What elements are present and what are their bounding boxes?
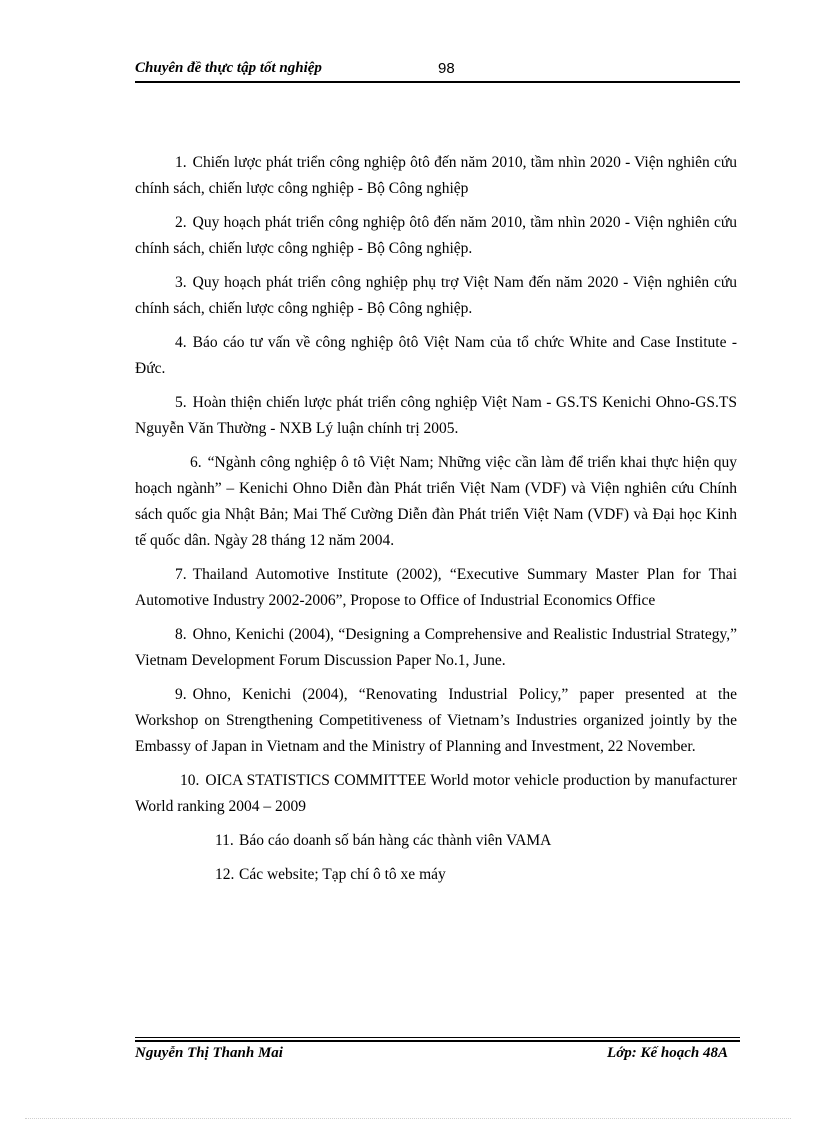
page-bottom-edge [25,1118,791,1119]
footer-rule [135,1037,740,1038]
page-footer [135,1037,740,1067]
footer-rule [135,1040,740,1042]
reference-item: 11. Báo cáo doanh số bán hàng các thành viên VAMA [215,832,552,849]
reference-item: 3. Quy hoạch phát triển công nghiệp phụ trợ Việt Nam đến năm 2020 - Viện nghiên cứu chính sách, chiến lược công nghiệp - Bộ Công nghiệp. [135,274,737,317]
reference-item: 9. Ohno, Kenichi (2004), “Renovating Industrial Policy,” paper presented at the Workshop on Strengthening Competitiveness of Vietnam’s Industries organized jointly by the Embassy of Japan in Vietnam and the Ministry of Planning and Investment, 22 November. [135,686,737,755]
reference-item: 1. Chiến lược phát triển công nghiệp ôtô đến năm 2010, tầm nhìn 2020 - Viện nghiên cứu chính sách, chiến lược công nghiệp - Bộ Công nghiệp [135,154,737,197]
reference-list [135,150,737,896]
header-rule [135,81,740,83]
reference-item: 8. Ohno, Kenichi (2004), “Designing a Comprehensive and Realistic Industrial Strategy,” Vietnam Development Forum Discussion Paper No.1, June. [135,626,737,669]
reference-item: 10. OICA STATISTICS COMMITTEE World motor vehicle production by manufacturer World ranking 2004 – 2009 [135,772,737,815]
header-title: Chuyên đề thực tập tốt nghiệp [135,60,322,76]
reference-item: 4. Báo cáo tư vấn về công nghiệp ôtô Việt Nam của tổ chức White and Case Institute - Đức. [135,334,737,377]
reference-item: 12. Các website; Tạp chí ô tô xe máy [215,866,446,883]
footer-author: Nguyễn Thị Thanh Mai [135,1045,283,1061]
reference-item: 7. Thailand Automotive Institute (2002), “Executive Summary Master Plan for Thai Automotive Industry 2002-2006”, Propose to Office of Industrial Economics Office [135,566,737,609]
reference-item: 2. Quy hoạch phát triển công nghiệp ôtô đến năm 2010, tầm nhìn 2020 - Viện nghiên cứu chính sách, chiến lược công nghiệp - Bộ Công nghiệp. [135,214,737,257]
footer-class: Lớp: Kế hoạch 48A [607,1045,728,1061]
header-page-number: 98 [438,60,455,77]
reference-item: 6. “Ngành công nghiệp ô tô Việt Nam; Những việc cần làm để triển khai thực hiện quy hoạch ngành” – Kenichi Ohno Diễn đàn Phát triển Việt Nam (VDF) và Viện nghiên cứu Chính sách quốc gia Nhật Bản; Mai Thế Cường Diễn đàn Phát triển Việt Nam (VDF) và Đại học Kinh tế quốc dân. Ngày 28 tháng 12 năm 2004. [135,454,737,549]
reference-item: 5. Hoàn thiện chiến lược phát triển công nghiệp Việt Nam - GS.TS Kenichi Ohno-GS.TS Nguyễn Văn Thường - NXB Lý luận chính trị 2005. [135,394,737,437]
page-header [135,60,740,82]
